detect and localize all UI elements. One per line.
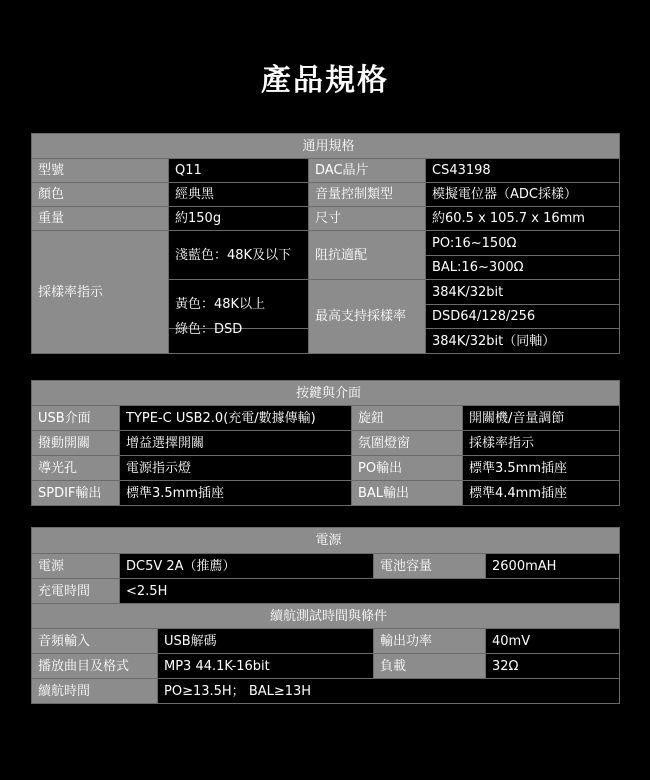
- endurance-value: PO≥13.5H； BAL≥13H: [158, 679, 620, 704]
- output-power-value: 40mV: [486, 629, 620, 654]
- max-sample-rate-label: 最高支持採樣率: [309, 280, 426, 354]
- table-row: [32, 481, 620, 506]
- weight-label: 重量: [32, 207, 169, 231]
- usb-value: TYPE-C USB2.0(充電/數據傳輸): [120, 406, 352, 431]
- bal-output-label: BAL輸出: [352, 481, 463, 506]
- spdif-output-value: 標準3.5mm插座: [120, 481, 352, 506]
- table-row: [32, 456, 620, 481]
- charge-time-value: <2.5H: [120, 579, 620, 604]
- power-table: [31, 527, 620, 704]
- max-rate-pcm: 384K/32bit: [426, 280, 620, 305]
- light-guide-value: 電源指示燈: [120, 456, 352, 481]
- usb-label: USB介面: [32, 406, 120, 431]
- size-label: 尺寸: [309, 207, 426, 231]
- color-label: 顏色: [32, 183, 169, 207]
- knob-label: 旋鈕: [352, 406, 463, 431]
- track-format-label: 播放曲目及格式: [32, 654, 158, 679]
- table-row: [32, 207, 620, 231]
- indicator-green-cell: 綠色：DSD: [169, 317, 309, 342]
- power-value: DC5V 2A（推薦）: [120, 554, 374, 579]
- ambient-light-value: 採樣率指示: [463, 431, 620, 456]
- po-output-label: PO輸出: [352, 456, 463, 481]
- table-row: [32, 604, 620, 629]
- model-label: 型號: [32, 159, 169, 183]
- output-power-label: 輸出功率: [374, 629, 486, 654]
- impedance-label: 阻抗適配: [309, 231, 426, 280]
- size-value: 約60.5 x 105.7 x 16mm: [426, 207, 620, 231]
- dac-value: CS43198: [426, 159, 620, 183]
- switch-value: 增益選擇開關: [120, 431, 352, 456]
- endurance-label: 續航時間: [32, 679, 158, 704]
- table-row: [32, 554, 620, 579]
- page-title: 產品規格: [261, 63, 389, 98]
- track-format-value: MP3 44.1K-16bit: [158, 654, 374, 679]
- table-row: [32, 183, 620, 207]
- table-row: [32, 579, 620, 604]
- color-value: 經典黑: [169, 183, 309, 207]
- buttons-interface-header: 按鍵與介面: [32, 381, 620, 406]
- table-row: [32, 528, 620, 554]
- table-row: [32, 381, 620, 406]
- volume-control-label: 音量控制類型: [309, 183, 426, 207]
- switch-label: 撥動開關: [32, 431, 120, 456]
- table-row: [32, 679, 620, 704]
- load-label: 負載: [374, 654, 486, 679]
- spdif-output-label: SPDIF輸出: [32, 481, 120, 506]
- general-spec-header: 通用規格: [32, 134, 620, 159]
- model-value: Q11: [169, 159, 309, 183]
- sample-rate-indicator-label: 採樣率指示: [32, 231, 169, 354]
- power-header: 電源: [32, 528, 620, 554]
- battery-test-header: 續航測試時間與條件: [32, 604, 620, 629]
- indicator-yellow: 黃色：48K以上: [169, 280, 309, 329]
- audio-input-label: 音頻輸入: [32, 629, 158, 654]
- table-row: [32, 629, 620, 654]
- table-row: [32, 654, 620, 679]
- weight-value: 約150g: [169, 207, 309, 231]
- impedance-bal: BAL:16~300Ω: [426, 256, 620, 280]
- table-row: [32, 431, 620, 456]
- table-row: [32, 231, 620, 256]
- volume-control-value: 模擬電位器（ADC採樣）: [426, 183, 620, 207]
- ambient-light-label: 氛圍燈窗: [352, 431, 463, 456]
- audio-input-value: USB解碼: [158, 629, 374, 654]
- power-label: 電源: [32, 554, 120, 579]
- impedance-po: PO:16~150Ω: [426, 231, 620, 256]
- table-row: [32, 134, 620, 159]
- general-spec-table: [31, 133, 620, 354]
- buttons-interface-table: [31, 380, 620, 506]
- battery-capacity-value: 2600mAH: [486, 554, 620, 579]
- battery-capacity-label: 電池容量: [374, 554, 486, 579]
- max-rate-coax: 384K/32bit（同軸）: [426, 329, 620, 354]
- knob-value: 開關機/音量調節: [463, 406, 620, 431]
- table-row: [32, 406, 620, 431]
- po-output-value: 標準3.5mm插座: [463, 456, 620, 481]
- bal-output-value: 標準4.4mm插座: [463, 481, 620, 506]
- light-guide-label: 導光孔: [32, 456, 120, 481]
- max-rate-dsd: DSD64/128/256: [426, 305, 620, 329]
- load-value: 32Ω: [486, 654, 620, 679]
- table-row: [32, 159, 620, 183]
- charge-time-label: 充電時間: [32, 579, 120, 604]
- dac-label: DAC晶片: [309, 159, 426, 183]
- indicator-light-blue: 淺藍色：48K及以下: [169, 231, 309, 280]
